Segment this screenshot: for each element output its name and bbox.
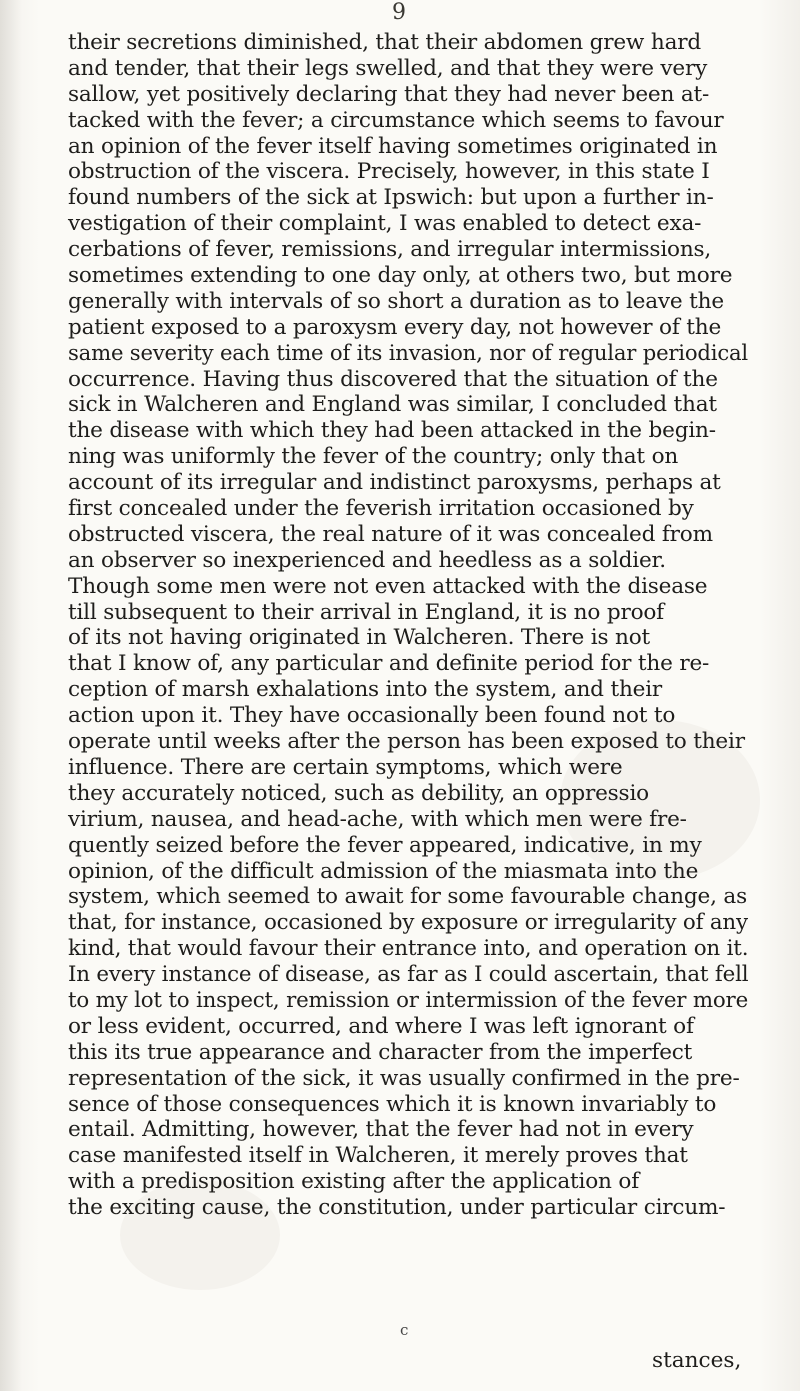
text-line: kind, that would favour their entrance into, and operation on it. (68, 936, 749, 962)
text-line: operate until weeks after the person has been exposed to their (68, 729, 745, 755)
text-line: obstruction of the viscera. Precisely, however, in this state I (68, 159, 710, 185)
text-line: quently seized before the fever appeared, indicative, in my (68, 832, 702, 858)
text-line: till subsequent to their arrival in England, it is no proof (68, 599, 664, 625)
text-line: to my lot to inspect, remission or intermission of the fever more (68, 987, 748, 1013)
text-line: case manifested itself in Walcheren, it merely proves that (68, 1143, 688, 1169)
text-line: sick in Walcheren and England was similar, I concluded that (68, 392, 717, 418)
body-text (68, 30, 748, 1221)
catchword: stances, (652, 1348, 742, 1373)
text-line: sallow, yet positively declaring that they had never been at- (68, 81, 710, 107)
text-line: virium, nausea, and head-ache, with which men were fre- (68, 806, 687, 832)
text-line: that I know of, any particular and definite period for the re- (68, 651, 710, 677)
text-line: Though some men were not even attacked with the disease (68, 573, 708, 599)
signature-mark: c (400, 1321, 409, 1339)
text-line: first concealed under the feverish irritation occasioned by (68, 496, 694, 522)
text-line: or less evident, occurred, and where I was left ignorant of (68, 1013, 694, 1039)
text-line: representation of the sick, it was usually confirmed in the pre- (68, 1065, 740, 1091)
text-line: same severity each time of its invasion, nor of regular periodical (68, 340, 748, 366)
text-line: cerbations of fever, remissions, and irregular intermissions, (68, 237, 712, 263)
text-line: In every instance of disease, as far as I could ascertain, that fell (68, 962, 749, 988)
text-line: the exciting cause, the constitution, under particular circum- (68, 1195, 726, 1221)
text-line: occurrence. Having thus discovered that the situation of the (68, 366, 718, 392)
text-line: vestigation of their complaint, I was enabled to detect exa- (68, 211, 702, 237)
page-number: 9 (392, 0, 406, 25)
text-line: influence. There are certain symptoms, which were (68, 754, 623, 780)
text-line: account of its irregular and indistinct paroxysms, perhaps at (68, 470, 721, 496)
text-line: ning was uniformly the fever of the country; only that on (68, 444, 679, 470)
text-line: an opinion of the fever itself having sometimes originated in (68, 133, 718, 159)
text-line: with a predisposition existing after the application of (68, 1169, 639, 1195)
text-line: sometimes extending to one day only, at others two, but more (68, 263, 733, 289)
text-line: obstructed viscera, the real nature of it was concealed from (68, 521, 713, 547)
text-line: opinion, of the difficult admission of the miasmata into the (68, 858, 699, 884)
text-line: and tender, that their legs swelled, and that they were very (68, 55, 708, 81)
text-line: sence of those consequences which it is known invariably to (68, 1091, 717, 1117)
text-line: this its true appearance and character from the imperfect (68, 1039, 693, 1065)
text-line: their secretions diminished, that their abdomen grew hard (68, 30, 701, 55)
text-line: found numbers of the sick at Ipswich: but upon a further in- (68, 185, 714, 211)
text-line: system, which seemed to await for some favourable change, as (68, 884, 747, 910)
text-line: of its not having originated in Walcheren. There is not (68, 625, 650, 651)
text-line: they accurately noticed, such as debility, an oppressio (68, 780, 649, 806)
page-gutter-shadow (0, 0, 22, 1391)
text-line: ception of marsh exhalations into the system, and their (68, 677, 663, 703)
text-line: generally with intervals of so short a duration as to leave the (68, 288, 724, 314)
text-line: the disease with which they had been attacked in the begin- (68, 418, 716, 444)
text-line: an observer so inexperienced and heedless as a soldier. (68, 547, 666, 573)
text-line: entail. Admitting, however, that the fever had not in every (68, 1117, 694, 1143)
page-footer (0, 1322, 800, 1378)
text-line: action upon it. They have occasionally been found not to (68, 703, 676, 729)
text-line: tacked with the fever; a circumstance which seems to favour (68, 107, 724, 133)
text-line: patient exposed to a paroxysm every day, not however of the (68, 314, 722, 340)
text-line: that, for instance, occasioned by exposure or irregularity of any (68, 910, 748, 936)
